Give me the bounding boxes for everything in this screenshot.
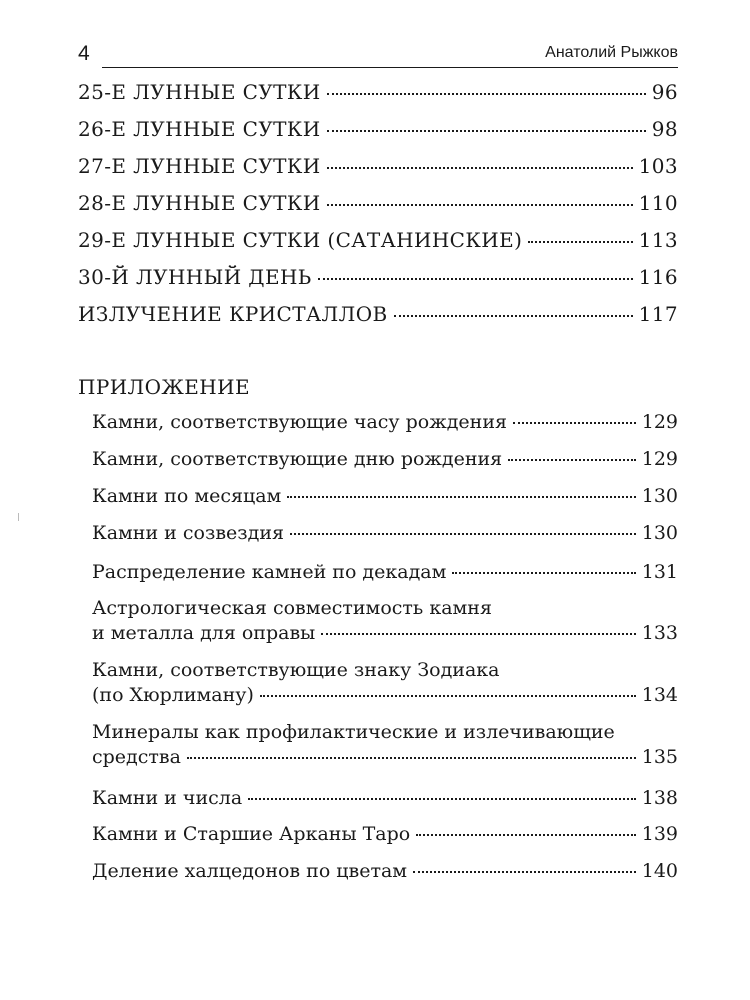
dot-leader [187, 757, 636, 759]
appendix-entry[interactable] [92, 410, 678, 434]
header-rule [102, 67, 678, 68]
toc-entry-page: 130 [641, 485, 678, 507]
appendix-entry[interactable] [92, 447, 678, 471]
toc-entry-title: и металла для оправы [92, 622, 316, 644]
dot-leader [452, 572, 635, 574]
toc-entry-title: 28-Е ЛУННЫЕ СУТКИ [78, 191, 321, 215]
toc-entry-29[interactable] [78, 228, 678, 252]
appendix-entry[interactable] [92, 786, 678, 810]
appendix-entry[interactable] [92, 859, 678, 883]
toc-entry-page: 113 [638, 228, 678, 252]
dot-leader [416, 834, 636, 836]
toc-entry-page: 117 [638, 302, 678, 326]
toc-entry-title: ИЗЛУЧЕНИЕ КРИСТАЛЛОВ [78, 302, 388, 326]
toc-entry-page: 98 [651, 117, 678, 141]
dot-leader [394, 315, 633, 317]
dot-leader [327, 167, 633, 169]
toc-entry-page: 139 [641, 823, 678, 845]
appendix-entry[interactable] [92, 560, 678, 584]
toc-entry-page: 140 [641, 860, 678, 882]
toc-entry-page: 96 [651, 80, 678, 104]
toc-entry-page: 130 [641, 522, 678, 544]
toc-entry-title: 30-Й ЛУННЫЙ ДЕНЬ [78, 265, 312, 289]
appendix-entry-line1: Минералы как профилактические и излечивающие [92, 721, 615, 743]
appendix-entry[interactable] [92, 745, 678, 769]
dot-leader [327, 204, 633, 206]
appendix-entry[interactable] [92, 822, 678, 846]
scan-speck [18, 513, 19, 521]
toc-entry-25[interactable] [78, 80, 678, 104]
toc-entry-title: Камни, соответствующие дню рождения [92, 448, 503, 470]
appendix-entry[interactable] [92, 621, 678, 645]
toc-entry-title: средства [92, 746, 181, 768]
dot-leader [318, 278, 633, 280]
toc-entry-title: 29-Е ЛУННЫЕ СУТКИ (САТАНИНСКИЕ) [78, 228, 523, 252]
toc-entry-title: 27-Е ЛУННЫЕ СУТКИ [78, 154, 321, 178]
toc-entry-page: 103 [638, 154, 678, 178]
toc-entry-title: 25-Е ЛУННЫЕ СУТКИ [78, 80, 321, 104]
toc-entry-page: 133 [641, 622, 678, 644]
dot-leader [321, 633, 635, 635]
appendix-entry[interactable] [92, 683, 678, 707]
appendix-entry[interactable] [92, 484, 678, 508]
dot-leader [528, 241, 632, 243]
toc-entry-title: Камни, соответствующие часу рождения [92, 411, 507, 433]
appendix-entry-line1: Камни, соответствующие знаку Зодиака [92, 659, 500, 681]
toc-entry-page: 110 [638, 191, 678, 215]
toc-entry-title: Камни и Старшие Арканы Таро [92, 823, 411, 845]
dot-leader [287, 496, 635, 498]
appendix-entry-line1: Астрологическая совместимость камня [92, 597, 492, 619]
toc-entry-page: 129 [641, 448, 678, 470]
toc-entry-page: 135 [641, 746, 678, 768]
toc-entry-27[interactable] [78, 154, 678, 178]
toc-entry-title: (по Хюрлиману) [92, 684, 254, 706]
toc-entry-page: 129 [641, 411, 678, 433]
toc-entry-page: 116 [638, 265, 678, 289]
toc-entry-title: 26-Е ЛУННЫЕ СУТКИ [78, 117, 321, 141]
toc-entry-30[interactable] [78, 265, 678, 289]
toc-entry-title: Распределение камней по декадам [92, 561, 447, 583]
toc-entry-28[interactable] [78, 191, 678, 215]
appendix-entry[interactable] [92, 521, 678, 545]
dot-leader [260, 695, 636, 697]
dot-leader [508, 459, 636, 461]
toc-entry-title: Камни по месяцам [92, 485, 282, 507]
toc-entry-page: 138 [641, 787, 678, 809]
toc-entry-title: Камни и созвездия [92, 522, 284, 544]
toc-entry-title: Камни и числа [92, 787, 243, 809]
toc-entry-26[interactable] [78, 117, 678, 141]
dot-leader [327, 93, 646, 95]
page-number: 4 [78, 42, 90, 65]
dot-leader [327, 130, 646, 132]
dot-leader [513, 422, 636, 424]
running-head: Анатолий Рыжков [545, 44, 678, 61]
toc-entry-crystals[interactable] [78, 302, 678, 326]
appendix-title: ПРИЛОЖЕНИЕ [78, 375, 250, 399]
toc-entry-title: Деление халцедонов по цветам [92, 860, 408, 882]
dot-leader [290, 533, 636, 535]
toc-entry-page: 131 [641, 561, 678, 583]
toc-entry-page: 134 [641, 684, 678, 706]
dot-leader [413, 871, 636, 873]
dot-leader [248, 798, 636, 800]
